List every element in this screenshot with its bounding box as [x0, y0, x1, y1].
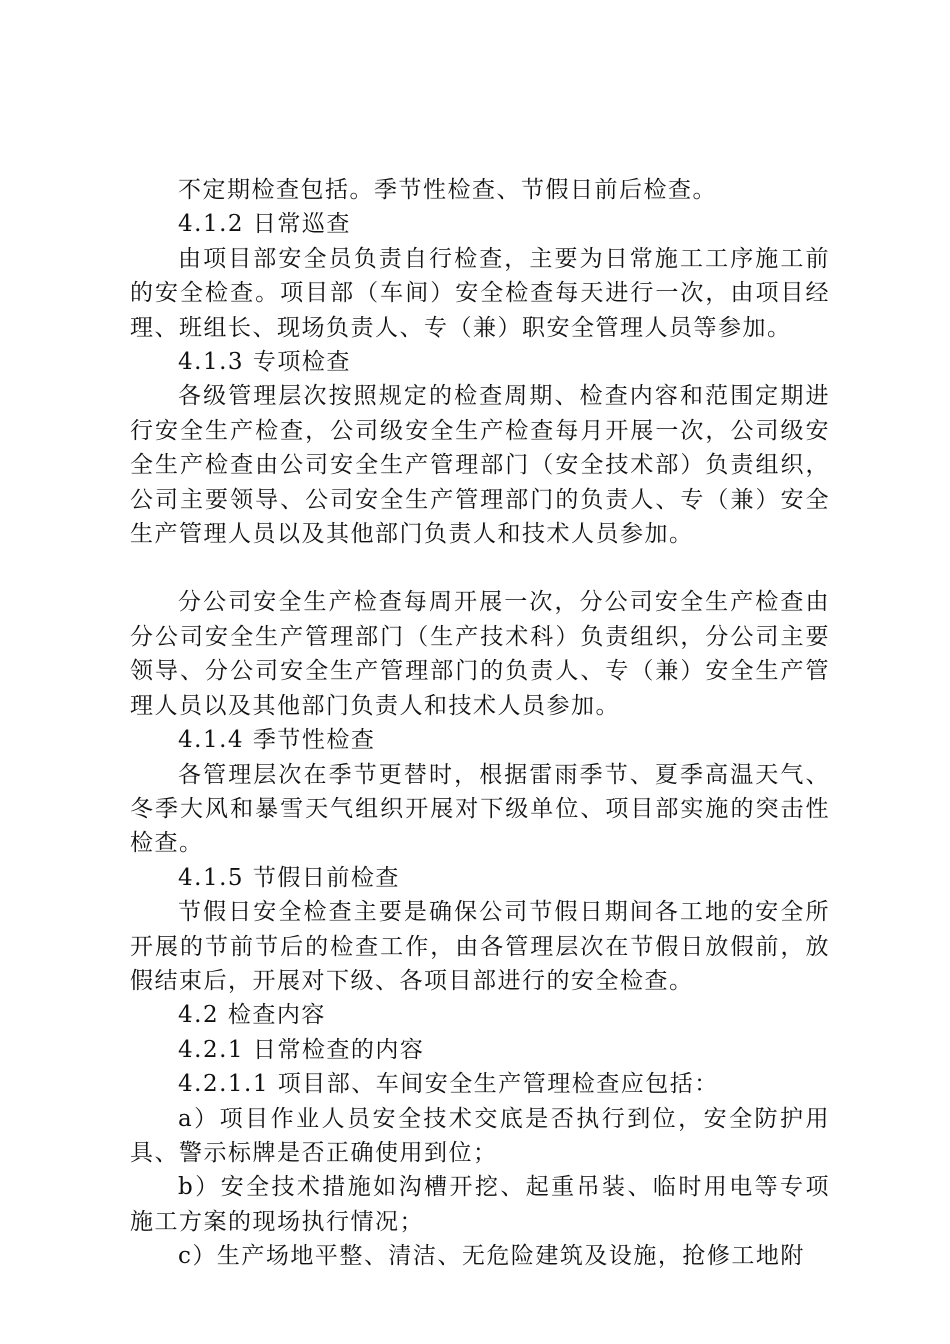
list-item: c）生产场地平整、清洁、无危险建筑及设施，抢修工地附 — [178, 1243, 805, 1270]
section-heading: 4.1.4 季节性检查 — [178, 727, 376, 754]
document-body — [130, 173, 830, 1274]
list-item: a）项目作业人员安全技术交底是否执行到位，安全防护用具、警示标牌是否正确使用到位； — [130, 1105, 830, 1166]
section-heading: 4.2.1.1 项目部、车间安全生产管理检查应包括： — [178, 1071, 719, 1098]
paragraph-gap — [130, 551, 830, 585]
section-heading: 4.1.5 节假日前检查 — [178, 864, 400, 891]
paragraph: 不定期检查包括。季节性检查、节假日前后检查。 — [178, 177, 717, 203]
paragraph: 分公司安全生产检查每周开展一次，分公司安全生产检查由分公司安全生产管理部门（生产技术科）负责组织，分公司主要领导、分公司安全生产管理部门的负责人、专（兼）安全生产管理人员以及其他部门负责人和技术人员参加。 — [130, 589, 830, 719]
section-heading: 4.2.1 日常检查的内容 — [178, 1036, 425, 1063]
paragraph: 节假日安全检查主要是确保公司节假日期间各工地的安全所开展的节前节后的检查工作，由各管理层次在节假日放假前，放假结束后，开展对下级、各项目部进行的安全检查。 — [130, 899, 830, 994]
list-item: b）安全技术措施如沟槽开挖、起重吊装、临时用电等专项施工方案的现场执行情况； — [130, 1174, 830, 1235]
section-heading: 4.1.2 日常巡查 — [178, 211, 351, 238]
paragraph: 由项目部安全员负责自行检查，主要为日常施工工序施工前的安全检查。项目部（车间）安全检查每天进行一次，由项目经理、班组长、现场负责人、专（兼）职安全管理人员等参加。 — [130, 245, 830, 341]
section-heading: 4.2 检查内容 — [178, 1002, 326, 1029]
section-heading: 4.1.3 专项检查 — [178, 349, 351, 376]
paragraph: 各级管理层次按照规定的检查周期、检查内容和范围定期进行安全生产检查，公司级安全生产检查每月开展一次，公司级安全生产检查由公司安全生产管理部门（安全技术部）负责组织，公司主要领导、公司安全生产管理部门的负责人、专（兼）安全生产管理人员以及其他部门负责人和技术人员参加。 — [130, 383, 830, 548]
paragraph: 各管理层次在季节更替时，根据雷雨季节、夏季高温天气、冬季大风和暴雪天气组织开展对下级单位、项目部实施的突击性检查。 — [130, 761, 830, 857]
